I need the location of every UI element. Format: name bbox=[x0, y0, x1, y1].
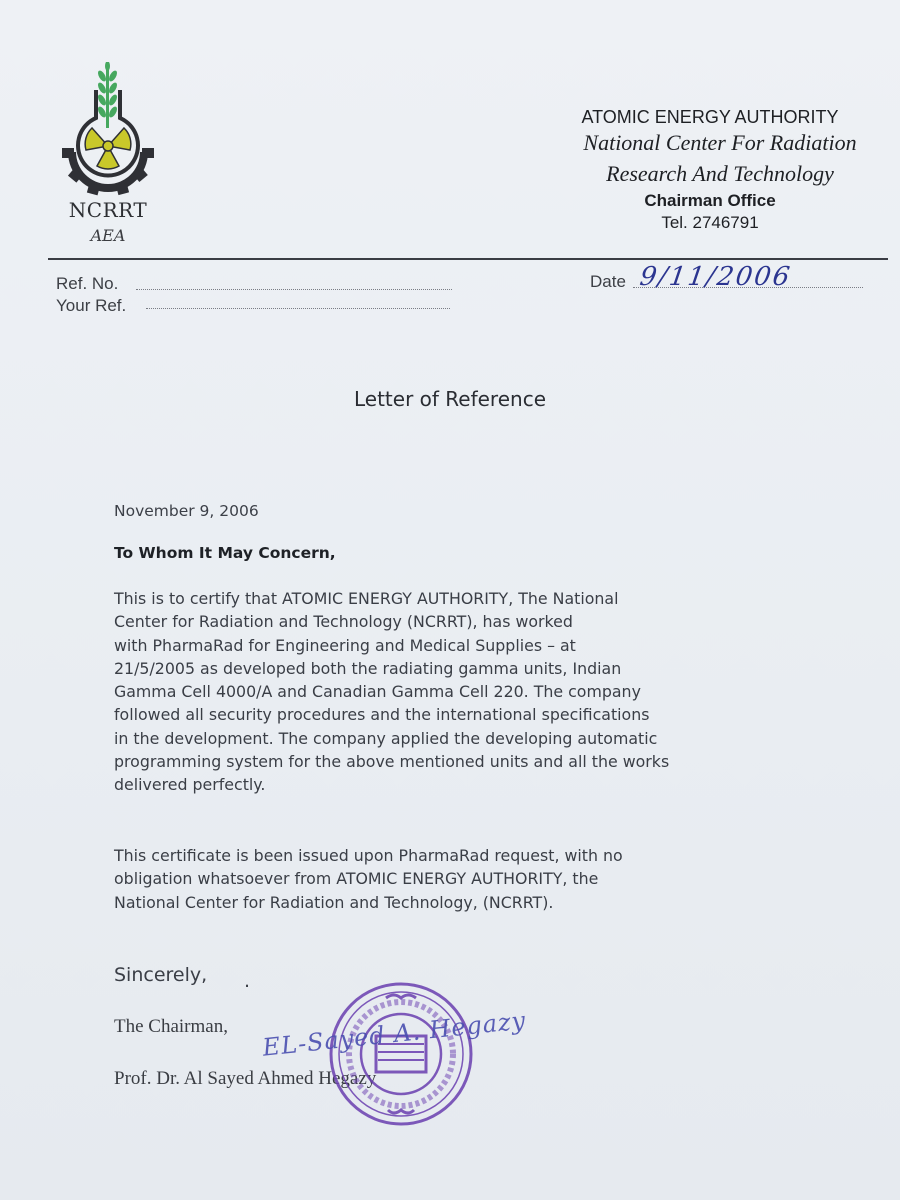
letter-date: November 9, 2006 bbox=[114, 502, 259, 520]
wheat-icon bbox=[96, 62, 118, 128]
closing: Sincerely, bbox=[114, 964, 208, 986]
handwritten-date: 9/11/2006 bbox=[637, 262, 794, 292]
letter-title: Letter of Reference bbox=[353, 387, 546, 411]
your-ref-label: Your Ref. bbox=[56, 296, 127, 315]
stray-mark: . bbox=[244, 970, 251, 992]
ref-no-label: Ref. No. bbox=[56, 274, 119, 293]
logo-acronym: NCRRT bbox=[68, 198, 148, 222]
paragraph-line: obligation whatsoever from ATOMIC ENERGY AUTHORITY, the bbox=[114, 869, 599, 889]
logo-subtitle: AEA bbox=[90, 226, 126, 245]
paragraph-line: Center for Radiation and Technology (NCRRT), has worked bbox=[114, 612, 573, 632]
header-divider bbox=[48, 258, 888, 260]
paragraph-line: 21/5/2005 as developed both the radiating gamma units, Indian bbox=[114, 658, 622, 678]
radiation-icon bbox=[85, 128, 131, 169]
ncrrt-logo-icon bbox=[52, 62, 164, 202]
official-stamp-icon bbox=[326, 978, 476, 1130]
telephone: Tel. 2746791 bbox=[661, 213, 759, 232]
signer-title: The Chairman, bbox=[114, 1016, 228, 1037]
salutation: To Whom It May Concern, bbox=[114, 544, 336, 562]
your-ref-field bbox=[146, 307, 450, 309]
handwritten-signature: EL-Sayed A. Hegazy bbox=[261, 1006, 528, 1062]
office-name: Chairman Office bbox=[644, 191, 776, 210]
paragraph-line: delivered perfectly. bbox=[114, 775, 266, 795]
paragraph-line: followed all security procedures and the international specifications bbox=[114, 705, 650, 725]
paragraph-line: in the development. The company applied the developing automatic bbox=[114, 728, 658, 748]
body-paragraph-1 bbox=[114, 587, 814, 797]
center-name-line2: Research And Technology bbox=[606, 161, 834, 186]
paragraph-line: This certificate is been issued upon PharmaRad request, with no bbox=[114, 846, 623, 865]
organization-name: ATOMIC ENERGY AUTHORITY bbox=[581, 107, 839, 127]
signer-name: Prof. Dr. Al Sayed Ahmed Hegazy bbox=[114, 1068, 377, 1089]
paragraph-line: programming system for the above mentioned units and all the works bbox=[114, 752, 670, 772]
date-label: Date bbox=[590, 272, 626, 291]
paragraph-line: with PharmaRad for Engineering and Medical Supplies – at bbox=[114, 635, 576, 655]
center-name-line1: National Center For Radiation bbox=[583, 130, 857, 155]
paragraph-line: This is to certify that ATOMIC ENERGY AUTHORITY, The National bbox=[114, 589, 619, 608]
ref-no-field bbox=[136, 288, 452, 290]
paragraph-line: Gamma Cell 4000/A and Canadian Gamma Cell 220. The company bbox=[114, 682, 641, 702]
paragraph-line: National Center for Radiation and Technology, (NCRRT). bbox=[114, 892, 554, 912]
body-paragraph-2 bbox=[114, 844, 814, 914]
